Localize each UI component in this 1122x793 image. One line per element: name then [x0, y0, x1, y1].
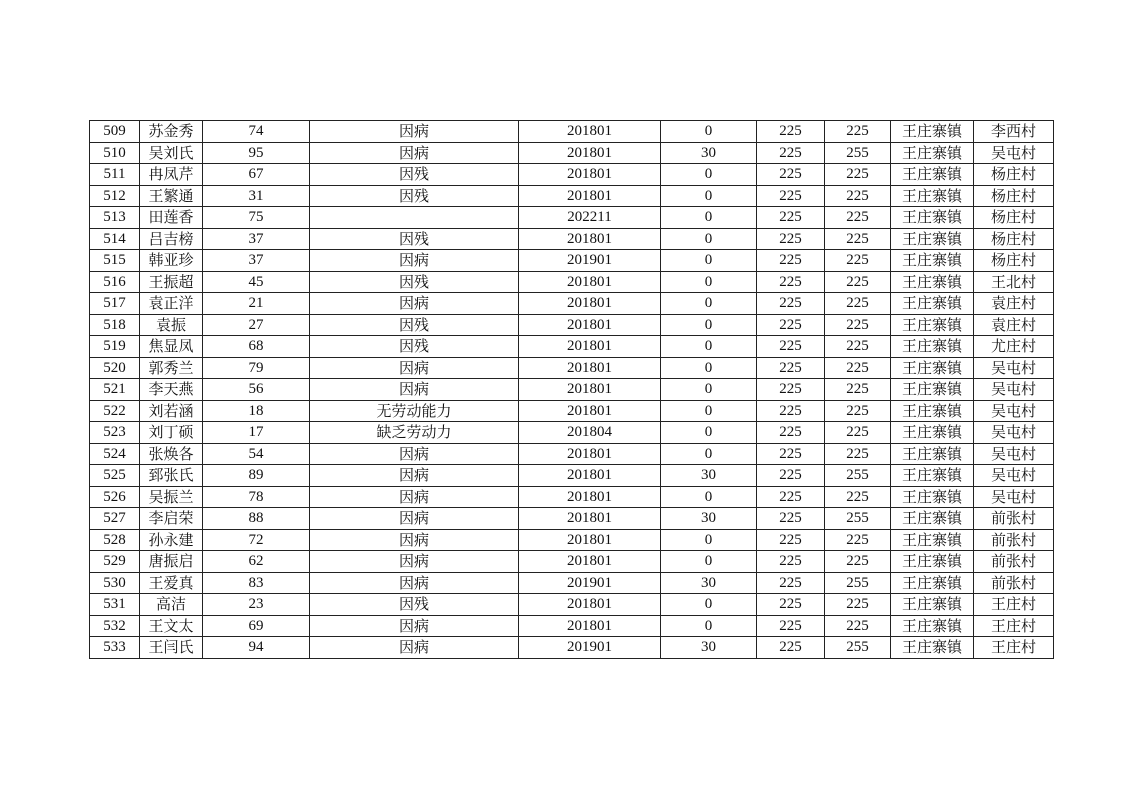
cell-start-month: 201801: [519, 594, 661, 616]
cell-extra-amount: 30: [661, 572, 757, 594]
document-table-region: [89, 120, 1053, 659]
cell-start-month: 201801: [519, 271, 661, 293]
cell-start-month: 201801: [519, 164, 661, 186]
cell-age: 78: [203, 486, 310, 508]
cell-start-month: 201801: [519, 379, 661, 401]
cell-start-month: 201901: [519, 637, 661, 659]
cell-town: 王庄寨镇: [891, 422, 974, 444]
cell-total-amount: 225: [825, 615, 891, 637]
cell-name: 袁振: [140, 314, 203, 336]
cell-town: 王庄寨镇: [891, 572, 974, 594]
cell-town: 王庄寨镇: [891, 250, 974, 272]
cell-base-amount: 225: [757, 551, 825, 573]
cell-total-amount: 225: [825, 185, 891, 207]
cell-town: 王庄寨镇: [891, 142, 974, 164]
cell-serial-number: 510: [90, 142, 140, 164]
cell-name: 王繁通: [140, 185, 203, 207]
cell-total-amount: 225: [825, 207, 891, 229]
cell-total-amount: 225: [825, 529, 891, 551]
cell-reason: 因病: [310, 551, 519, 573]
table-row: [90, 508, 1054, 530]
cell-start-month: 201901: [519, 572, 661, 594]
cell-name: 王爱真: [140, 572, 203, 594]
cell-village: 袁庄村: [974, 314, 1054, 336]
cell-village: 前张村: [974, 508, 1054, 530]
cell-extra-amount: 0: [661, 594, 757, 616]
cell-serial-number: 514: [90, 228, 140, 250]
cell-start-month: 201801: [519, 465, 661, 487]
cell-start-month: 202211: [519, 207, 661, 229]
cell-village: 前张村: [974, 529, 1054, 551]
cell-start-month: 201901: [519, 250, 661, 272]
cell-name: 吕吉榜: [140, 228, 203, 250]
cell-serial-number: 513: [90, 207, 140, 229]
cell-serial-number: 523: [90, 422, 140, 444]
cell-base-amount: 225: [757, 465, 825, 487]
cell-village: 杨庄村: [974, 185, 1054, 207]
cell-village: 吴屯村: [974, 379, 1054, 401]
cell-name: 韩亚珍: [140, 250, 203, 272]
table-row: [90, 293, 1054, 315]
cell-base-amount: 225: [757, 529, 825, 551]
cell-age: 23: [203, 594, 310, 616]
cell-reason: 因病: [310, 465, 519, 487]
cell-town: 王庄寨镇: [891, 486, 974, 508]
cell-village: 袁庄村: [974, 293, 1054, 315]
cell-village: 吴屯村: [974, 443, 1054, 465]
cell-serial-number: 512: [90, 185, 140, 207]
cell-base-amount: 225: [757, 422, 825, 444]
cell-serial-number: 511: [90, 164, 140, 186]
cell-extra-amount: 0: [661, 379, 757, 401]
cell-serial-number: 517: [90, 293, 140, 315]
cell-reason: 因残: [310, 271, 519, 293]
cell-reason: 因病: [310, 293, 519, 315]
cell-town: 王庄寨镇: [891, 121, 974, 143]
cell-reason: 因病: [310, 250, 519, 272]
cell-base-amount: 225: [757, 271, 825, 293]
cell-name: 刘若涵: [140, 400, 203, 422]
cell-extra-amount: 0: [661, 293, 757, 315]
cell-age: 37: [203, 228, 310, 250]
cell-town: 王庄寨镇: [891, 164, 974, 186]
cell-extra-amount: 0: [661, 400, 757, 422]
table-row: [90, 207, 1054, 229]
cell-start-month: 201801: [519, 508, 661, 530]
cell-base-amount: 225: [757, 314, 825, 336]
table-row: [90, 443, 1054, 465]
cell-base-amount: 225: [757, 164, 825, 186]
cell-town: 王庄寨镇: [891, 529, 974, 551]
cell-village: 吴屯村: [974, 400, 1054, 422]
cell-start-month: 201801: [519, 400, 661, 422]
table-row: [90, 486, 1054, 508]
cell-start-month: 201801: [519, 357, 661, 379]
cell-base-amount: 225: [757, 185, 825, 207]
table-row: [90, 357, 1054, 379]
cell-age: 75: [203, 207, 310, 229]
cell-age: 56: [203, 379, 310, 401]
cell-village: 吴屯村: [974, 422, 1054, 444]
cell-serial-number: 521: [90, 379, 140, 401]
cell-reason: 缺乏劳动力: [310, 422, 519, 444]
cell-total-amount: 225: [825, 594, 891, 616]
cell-reason: 因病: [310, 615, 519, 637]
cell-town: 王庄寨镇: [891, 443, 974, 465]
cell-village: 杨庄村: [974, 164, 1054, 186]
cell-name: 张焕各: [140, 443, 203, 465]
cell-base-amount: 225: [757, 121, 825, 143]
cell-serial-number: 515: [90, 250, 140, 272]
cell-reason: 因残: [310, 185, 519, 207]
table-row: [90, 250, 1054, 272]
cell-base-amount: 225: [757, 486, 825, 508]
cell-town: 王庄寨镇: [891, 271, 974, 293]
cell-extra-amount: 0: [661, 250, 757, 272]
cell-name: 孙永建: [140, 529, 203, 551]
cell-total-amount: 225: [825, 443, 891, 465]
cell-name: 郅张氏: [140, 465, 203, 487]
table-row: [90, 551, 1054, 573]
cell-village: 前张村: [974, 572, 1054, 594]
cell-total-amount: 225: [825, 228, 891, 250]
cell-village: 吴屯村: [974, 357, 1054, 379]
cell-age: 17: [203, 422, 310, 444]
cell-extra-amount: 0: [661, 336, 757, 358]
cell-total-amount: 255: [825, 142, 891, 164]
cell-name: 袁正洋: [140, 293, 203, 315]
cell-total-amount: 225: [825, 164, 891, 186]
cell-start-month: 201801: [519, 228, 661, 250]
cell-base-amount: 225: [757, 379, 825, 401]
cell-town: 王庄寨镇: [891, 594, 974, 616]
cell-town: 王庄寨镇: [891, 615, 974, 637]
cell-extra-amount: 30: [661, 465, 757, 487]
cell-extra-amount: 0: [661, 271, 757, 293]
cell-reason: [310, 207, 519, 229]
cell-serial-number: 518: [90, 314, 140, 336]
cell-total-amount: 225: [825, 486, 891, 508]
table-row: [90, 164, 1054, 186]
cell-town: 王庄寨镇: [891, 637, 974, 659]
cell-serial-number: 532: [90, 615, 140, 637]
cell-village: 杨庄村: [974, 250, 1054, 272]
cell-start-month: 201801: [519, 314, 661, 336]
cell-name: 高洁: [140, 594, 203, 616]
table-row: [90, 185, 1054, 207]
cell-reason: 因病: [310, 529, 519, 551]
cell-start-month: 201801: [519, 142, 661, 164]
data-table: [89, 120, 1054, 659]
cell-extra-amount: 0: [661, 185, 757, 207]
cell-age: 21: [203, 293, 310, 315]
cell-village: 前张村: [974, 551, 1054, 573]
cell-total-amount: 225: [825, 314, 891, 336]
cell-town: 王庄寨镇: [891, 508, 974, 530]
cell-total-amount: 225: [825, 422, 891, 444]
cell-extra-amount: 0: [661, 357, 757, 379]
cell-town: 王庄寨镇: [891, 357, 974, 379]
cell-town: 王庄寨镇: [891, 465, 974, 487]
cell-base-amount: 225: [757, 615, 825, 637]
cell-age: 31: [203, 185, 310, 207]
cell-name: 王闫氏: [140, 637, 203, 659]
cell-total-amount: 225: [825, 336, 891, 358]
cell-name: 李天燕: [140, 379, 203, 401]
cell-total-amount: 225: [825, 293, 891, 315]
cell-total-amount: 225: [825, 271, 891, 293]
cell-serial-number: 516: [90, 271, 140, 293]
cell-base-amount: 225: [757, 336, 825, 358]
cell-town: 王庄寨镇: [891, 314, 974, 336]
cell-extra-amount: 0: [661, 121, 757, 143]
cell-age: 54: [203, 443, 310, 465]
cell-start-month: 201801: [519, 336, 661, 358]
table-row: [90, 422, 1054, 444]
cell-base-amount: 225: [757, 508, 825, 530]
cell-base-amount: 225: [757, 357, 825, 379]
table-row: [90, 594, 1054, 616]
table-row: [90, 615, 1054, 637]
cell-reason: 因病: [310, 121, 519, 143]
cell-town: 王庄寨镇: [891, 293, 974, 315]
cell-reason: 无劳动能力: [310, 400, 519, 422]
table-row: [90, 465, 1054, 487]
cell-total-amount: 225: [825, 121, 891, 143]
cell-age: 83: [203, 572, 310, 594]
cell-serial-number: 529: [90, 551, 140, 573]
cell-serial-number: 526: [90, 486, 140, 508]
table-row: [90, 336, 1054, 358]
cell-start-month: 201801: [519, 529, 661, 551]
cell-name: 苏金秀: [140, 121, 203, 143]
cell-total-amount: 255: [825, 572, 891, 594]
cell-base-amount: 225: [757, 250, 825, 272]
cell-age: 89: [203, 465, 310, 487]
cell-extra-amount: 30: [661, 637, 757, 659]
cell-village: 尤庄村: [974, 336, 1054, 358]
cell-name: 李启荣: [140, 508, 203, 530]
cell-town: 王庄寨镇: [891, 185, 974, 207]
cell-reason: 因残: [310, 228, 519, 250]
cell-reason: 因病: [310, 142, 519, 164]
cell-start-month: 201801: [519, 443, 661, 465]
table-row: [90, 121, 1054, 143]
cell-serial-number: 524: [90, 443, 140, 465]
cell-extra-amount: 0: [661, 443, 757, 465]
cell-village: 杨庄村: [974, 228, 1054, 250]
cell-reason: 因病: [310, 508, 519, 530]
cell-name: 冉凤芹: [140, 164, 203, 186]
cell-town: 王庄寨镇: [891, 207, 974, 229]
cell-total-amount: 255: [825, 637, 891, 659]
cell-age: 88: [203, 508, 310, 530]
cell-name: 郭秀兰: [140, 357, 203, 379]
cell-age: 45: [203, 271, 310, 293]
cell-age: 27: [203, 314, 310, 336]
cell-village: 杨庄村: [974, 207, 1054, 229]
cell-village: 王庄村: [974, 594, 1054, 616]
cell-reason: 因残: [310, 336, 519, 358]
cell-extra-amount: 0: [661, 164, 757, 186]
cell-name: 田莲香: [140, 207, 203, 229]
table-row: [90, 529, 1054, 551]
cell-start-month: 201801: [519, 615, 661, 637]
cell-age: 67: [203, 164, 310, 186]
cell-town: 王庄寨镇: [891, 379, 974, 401]
cell-age: 68: [203, 336, 310, 358]
cell-reason: 因残: [310, 314, 519, 336]
cell-name: 吴刘氏: [140, 142, 203, 164]
table-row: [90, 142, 1054, 164]
cell-extra-amount: 0: [661, 529, 757, 551]
cell-extra-amount: 0: [661, 551, 757, 573]
cell-total-amount: 255: [825, 508, 891, 530]
cell-base-amount: 225: [757, 228, 825, 250]
cell-village: 王北村: [974, 271, 1054, 293]
cell-age: 95: [203, 142, 310, 164]
cell-age: 94: [203, 637, 310, 659]
cell-reason: 因病: [310, 443, 519, 465]
cell-base-amount: 225: [757, 443, 825, 465]
cell-age: 69: [203, 615, 310, 637]
cell-village: 吴屯村: [974, 486, 1054, 508]
cell-base-amount: 225: [757, 207, 825, 229]
cell-town: 王庄寨镇: [891, 400, 974, 422]
cell-serial-number: 531: [90, 594, 140, 616]
cell-total-amount: 225: [825, 357, 891, 379]
cell-start-month: 201801: [519, 293, 661, 315]
cell-age: 62: [203, 551, 310, 573]
cell-extra-amount: 0: [661, 207, 757, 229]
cell-reason: 因残: [310, 164, 519, 186]
cell-serial-number: 527: [90, 508, 140, 530]
cell-extra-amount: 30: [661, 508, 757, 530]
cell-reason: 因病: [310, 637, 519, 659]
cell-name: 唐振启: [140, 551, 203, 573]
cell-start-month: 201801: [519, 185, 661, 207]
cell-serial-number: 522: [90, 400, 140, 422]
cell-serial-number: 533: [90, 637, 140, 659]
cell-base-amount: 225: [757, 637, 825, 659]
table-body: [90, 121, 1054, 659]
cell-total-amount: 255: [825, 465, 891, 487]
table-row: [90, 314, 1054, 336]
cell-start-month: 201801: [519, 551, 661, 573]
cell-village: 吴屯村: [974, 142, 1054, 164]
cell-base-amount: 225: [757, 572, 825, 594]
cell-reason: 因病: [310, 486, 519, 508]
table-row: [90, 400, 1054, 422]
cell-name: 焦显凤: [140, 336, 203, 358]
cell-name: 王文太: [140, 615, 203, 637]
cell-start-month: 201801: [519, 486, 661, 508]
table-row: [90, 271, 1054, 293]
cell-serial-number: 519: [90, 336, 140, 358]
cell-name: 刘丁硕: [140, 422, 203, 444]
cell-total-amount: 225: [825, 250, 891, 272]
cell-extra-amount: 0: [661, 314, 757, 336]
cell-extra-amount: 0: [661, 615, 757, 637]
cell-total-amount: 225: [825, 400, 891, 422]
cell-name: 王振超: [140, 271, 203, 293]
cell-name: 吴振兰: [140, 486, 203, 508]
cell-reason: 因病: [310, 572, 519, 594]
cell-village: 王庄村: [974, 615, 1054, 637]
cell-total-amount: 225: [825, 379, 891, 401]
cell-start-month: 201804: [519, 422, 661, 444]
cell-serial-number: 520: [90, 357, 140, 379]
cell-base-amount: 225: [757, 293, 825, 315]
table-row: [90, 379, 1054, 401]
table-row: [90, 637, 1054, 659]
cell-age: 37: [203, 250, 310, 272]
table-row: [90, 228, 1054, 250]
cell-extra-amount: 0: [661, 228, 757, 250]
cell-extra-amount: 0: [661, 422, 757, 444]
cell-reason: 因病: [310, 357, 519, 379]
cell-village: 吴屯村: [974, 465, 1054, 487]
cell-reason: 因残: [310, 594, 519, 616]
cell-base-amount: 225: [757, 142, 825, 164]
cell-reason: 因病: [310, 379, 519, 401]
cell-town: 王庄寨镇: [891, 551, 974, 573]
cell-village: 李西村: [974, 121, 1054, 143]
cell-base-amount: 225: [757, 400, 825, 422]
cell-serial-number: 528: [90, 529, 140, 551]
cell-town: 王庄寨镇: [891, 228, 974, 250]
cell-start-month: 201801: [519, 121, 661, 143]
cell-town: 王庄寨镇: [891, 336, 974, 358]
cell-serial-number: 530: [90, 572, 140, 594]
cell-extra-amount: 30: [661, 142, 757, 164]
cell-age: 79: [203, 357, 310, 379]
cell-age: 74: [203, 121, 310, 143]
cell-extra-amount: 0: [661, 486, 757, 508]
cell-age: 18: [203, 400, 310, 422]
cell-age: 72: [203, 529, 310, 551]
table-row: [90, 572, 1054, 594]
cell-total-amount: 225: [825, 551, 891, 573]
cell-base-amount: 225: [757, 594, 825, 616]
cell-serial-number: 509: [90, 121, 140, 143]
cell-serial-number: 525: [90, 465, 140, 487]
cell-village: 王庄村: [974, 637, 1054, 659]
